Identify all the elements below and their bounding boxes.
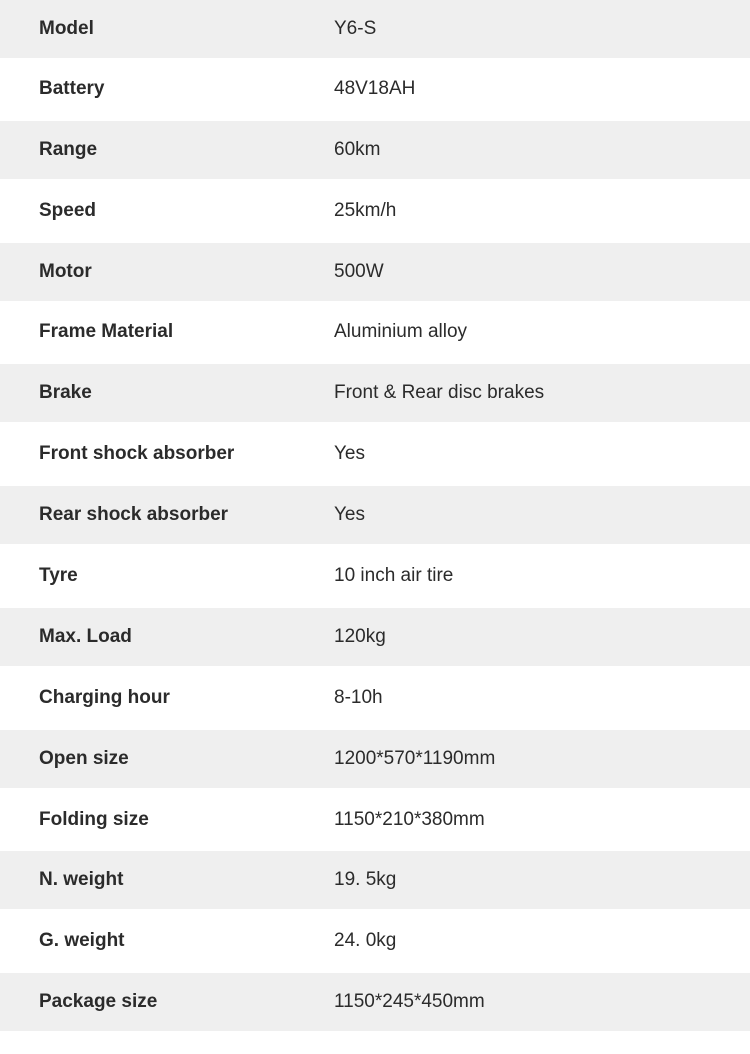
spec-label: Battery	[39, 78, 105, 99]
spec-value: Yes	[334, 443, 365, 464]
spec-label: Front shock absorber	[39, 443, 235, 464]
spec-row-rear-shock	[0, 486, 750, 544]
spec-label: Tyre	[39, 565, 78, 586]
spec-value: 48V18AH	[334, 78, 416, 99]
spec-label: Folding size	[39, 809, 149, 830]
spec-row-model	[0, 0, 750, 58]
spec-label: Max. Load	[39, 626, 132, 647]
spec-label: Frame Material	[39, 321, 174, 342]
spec-row-max-load	[0, 608, 750, 666]
spec-value: 1200*570*1190mm	[334, 748, 496, 769]
spec-value: 1150*245*450mm	[334, 991, 485, 1012]
spec-label: Charging hour	[39, 687, 170, 708]
spec-row-tyre	[0, 547, 750, 605]
spec-value: Yes	[334, 504, 365, 525]
spec-value: 19. 5kg	[334, 869, 397, 890]
spec-row-frame-material	[0, 303, 750, 361]
spec-row-package-size	[0, 973, 750, 1031]
spec-label: Model	[39, 18, 94, 39]
spec-value: 25km/h	[334, 200, 397, 221]
spec-value: 500W	[334, 261, 384, 282]
spec-value: 8-10h	[334, 687, 383, 708]
spec-row-front-shock	[0, 425, 750, 483]
spec-label: Motor	[39, 261, 92, 282]
spec-row-folding-size	[0, 791, 750, 849]
spec-label: Package size	[39, 991, 158, 1012]
spec-label: Brake	[39, 382, 92, 403]
spec-label: Open size	[39, 748, 129, 769]
spec-row-range	[0, 121, 750, 179]
spec-value: Aluminium alloy	[334, 321, 468, 342]
spec-label: Range	[39, 139, 98, 160]
spec-row-gross-weight	[0, 912, 750, 970]
spec-label: N. weight	[39, 869, 124, 890]
spec-value: Y6-S	[334, 18, 377, 39]
spec-label: Speed	[39, 200, 97, 221]
spec-value: Front & Rear disc brakes	[334, 382, 545, 403]
spec-row-net-weight	[0, 851, 750, 909]
spec-value: 1150*210*380mm	[334, 809, 485, 830]
spec-row-brake	[0, 364, 750, 422]
spec-label: Rear shock absorber	[39, 504, 229, 525]
spec-row-motor	[0, 243, 750, 301]
spec-row-open-size	[0, 730, 750, 788]
spec-value: 10 inch air tire	[334, 565, 454, 586]
spec-row-battery	[0, 60, 750, 118]
spec-row-speed	[0, 182, 750, 240]
spec-label: G. weight	[39, 930, 125, 951]
spec-value: 120kg	[334, 626, 386, 647]
spec-value: 60km	[334, 139, 381, 160]
spec-value: 24. 0kg	[334, 930, 397, 951]
spec-row-charging-hour	[0, 669, 750, 727]
